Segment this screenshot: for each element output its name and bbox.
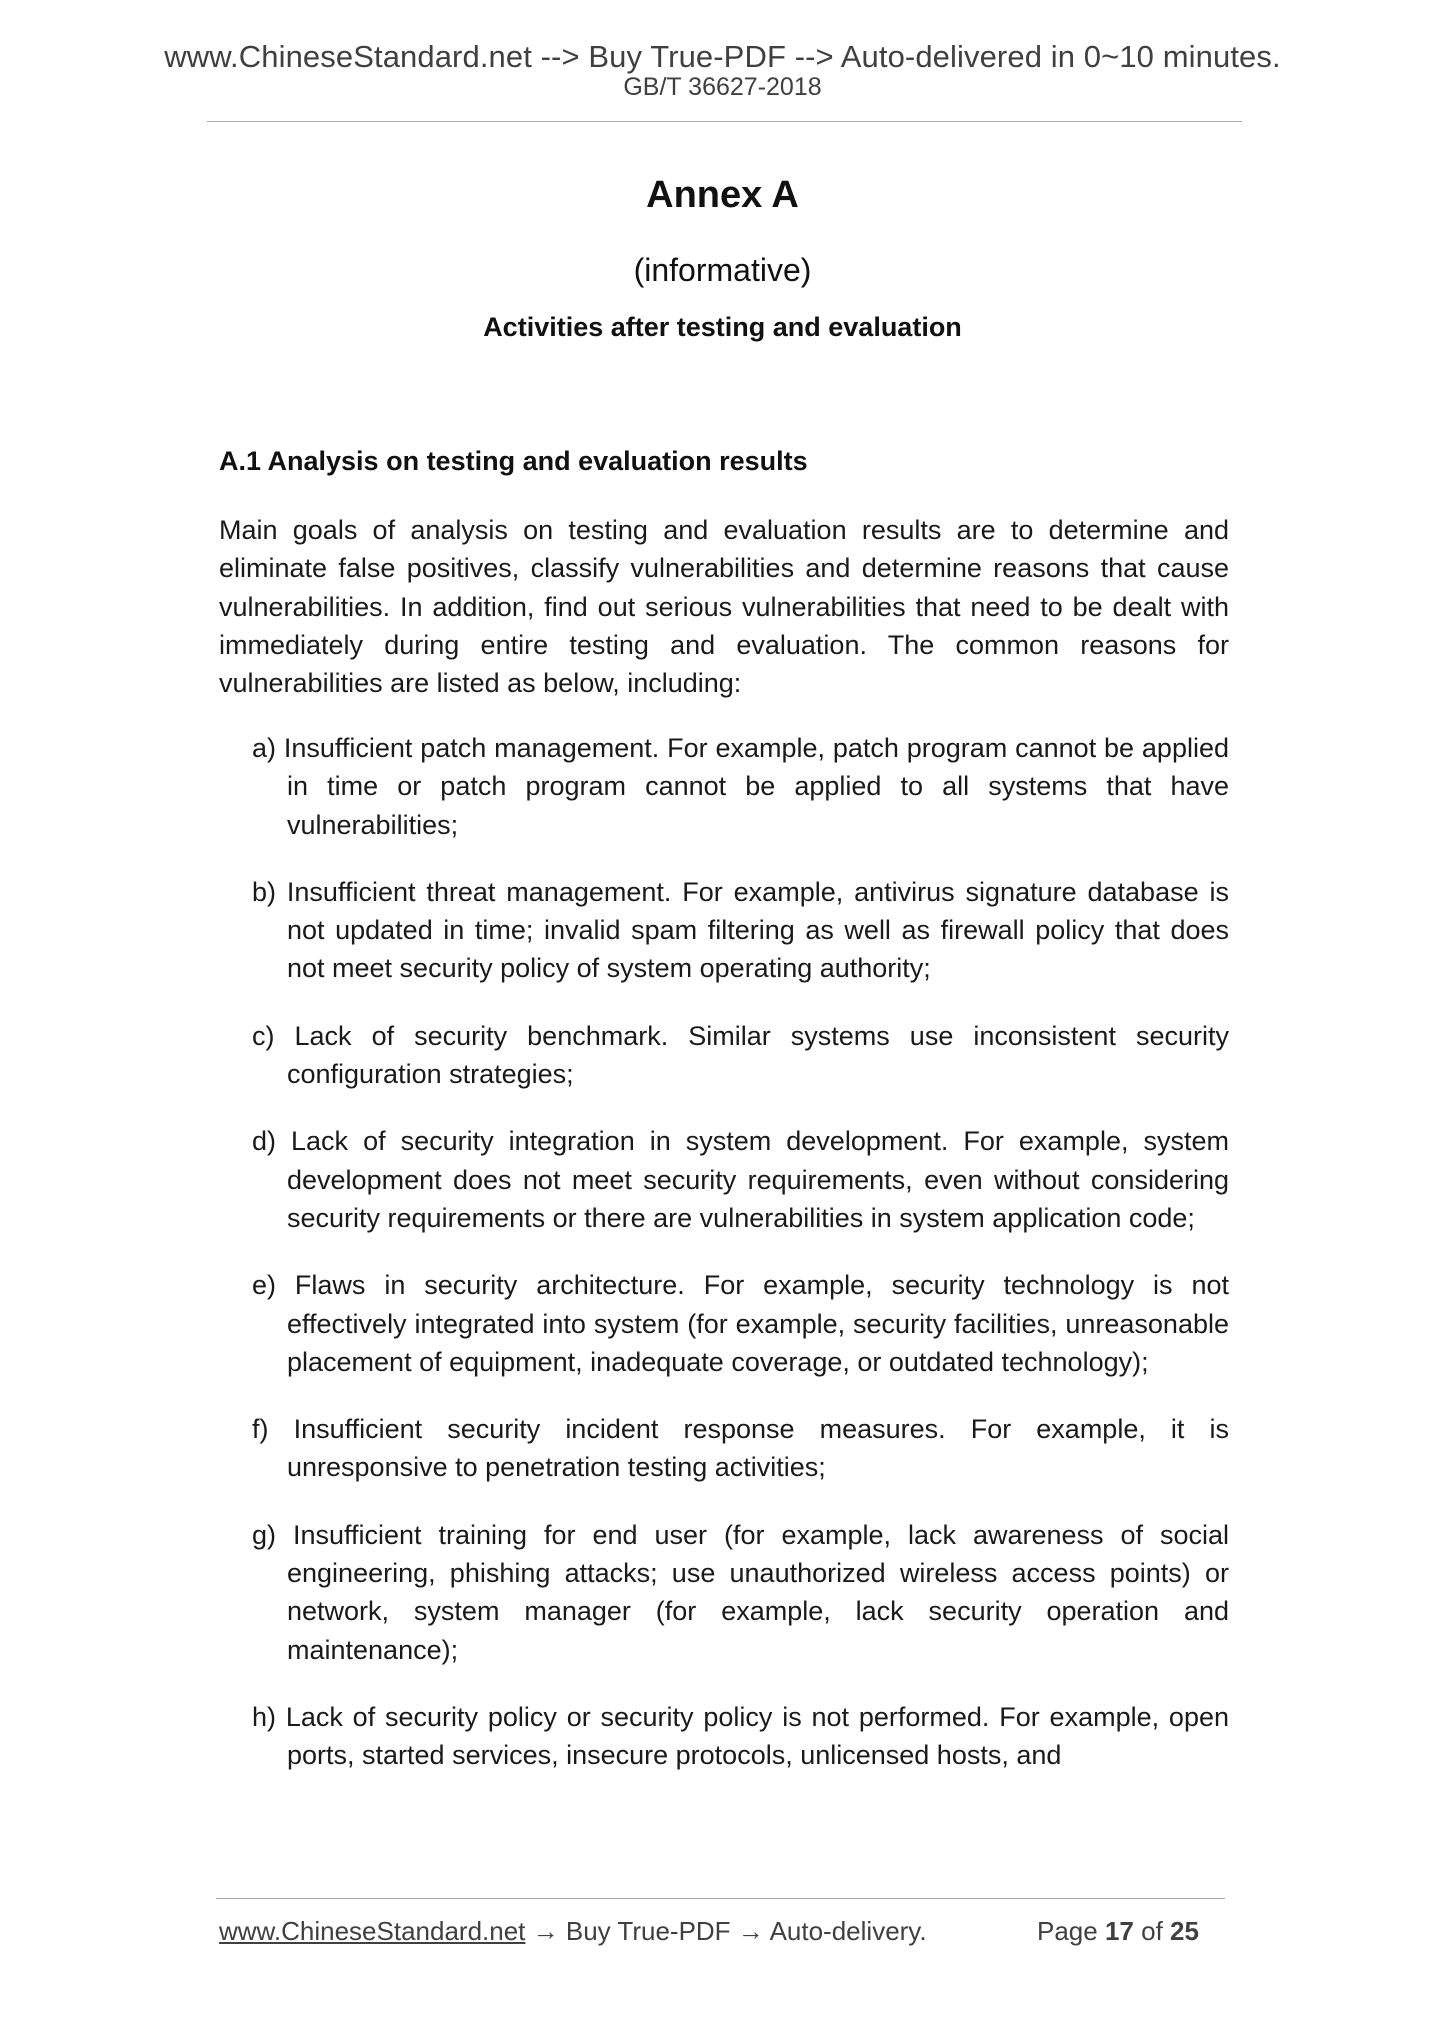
list-item: d) Lack of security integration in system development. For example, system development does not meet security requirements, even without considering security requirements or there are vulnerabilities in system application code; (252, 1126, 1229, 1233)
banner-text: www.ChineseStandard.net --> Buy True-PDF --> Auto-delivered in 0~10 minutes. (164, 39, 1281, 74)
footer-divider (216, 1898, 1225, 1899)
annex-subtitle: (informative) (633, 252, 812, 288)
page-total: 25 (1170, 1916, 1199, 1946)
section-title: A.1 Analysis on testing and evaluation results (219, 446, 808, 476)
list-item: h) Lack of security policy or security policy is not performed. For example, open ports, started services, insecure protocols, unlicensed hosts, and (252, 1701, 1229, 1771)
footer-tail: → Buy True-PDF → Auto-delivery. (525, 1916, 927, 1946)
page-current: 17 (1104, 1916, 1134, 1946)
list-item: f) Insufficient security incident response measures. For example, it is unresponsive to penetration testing activities; (252, 1414, 1229, 1483)
page-of: of (1141, 1916, 1163, 1946)
list-item: g) Insufficient training for end user (for example, lack awareness of social engineering, phishing attacks; use unauthorized wireless access points) or network, system manager (for example, lack security operation and maintenance); (252, 1519, 1229, 1665)
list-item: a) Insufficient patch management. For example, patch program cannot be applied in time or patch program cannot be applied to all systems that have vulnerabilities; (252, 733, 1229, 840)
annex-title: Annex A (646, 174, 799, 216)
list-item: b) Insufficient threat management. For example, antivirus signature database is not updated in time; invalid spam filtering as well as firewall policy that does not meet security policy of system operating authority; (252, 876, 1229, 984)
footer-promo (219, 1914, 927, 1948)
annex-heading: Activities after testing and evaluation (483, 312, 962, 342)
footer-link[interactable]: www.ChineseStandard.net (219, 1916, 526, 1946)
page-indicator (1037, 1914, 1199, 1948)
list-item: e) Flaws in security architecture. For example, security technology is not effectively integrated into system (for example, security facilities, unreasonable placement of equipment, inadequate coverage, or outdated technology); (252, 1270, 1229, 1377)
reasons-list (252, 729, 1229, 1804)
header-divider (207, 121, 1242, 122)
section-paragraph: Main goals of analysis on testing and evaluation results are to determine and eliminate false positives, classify vulnerabilities and determine reasons that cause vulnerabilities. In addition, find out serious vulnerabilities that need to be dealt with immediately during entire testing and evaluation. The common reasons for vulnerabilities are listed as below, including: (219, 515, 1229, 699)
page-label: Page (1037, 1916, 1098, 1946)
document-number: GB/T 36627-2018 (623, 73, 822, 101)
list-item: c) Lack of security benchmark. Similar systems use inconsistent security configuration strategies; (252, 1020, 1229, 1090)
